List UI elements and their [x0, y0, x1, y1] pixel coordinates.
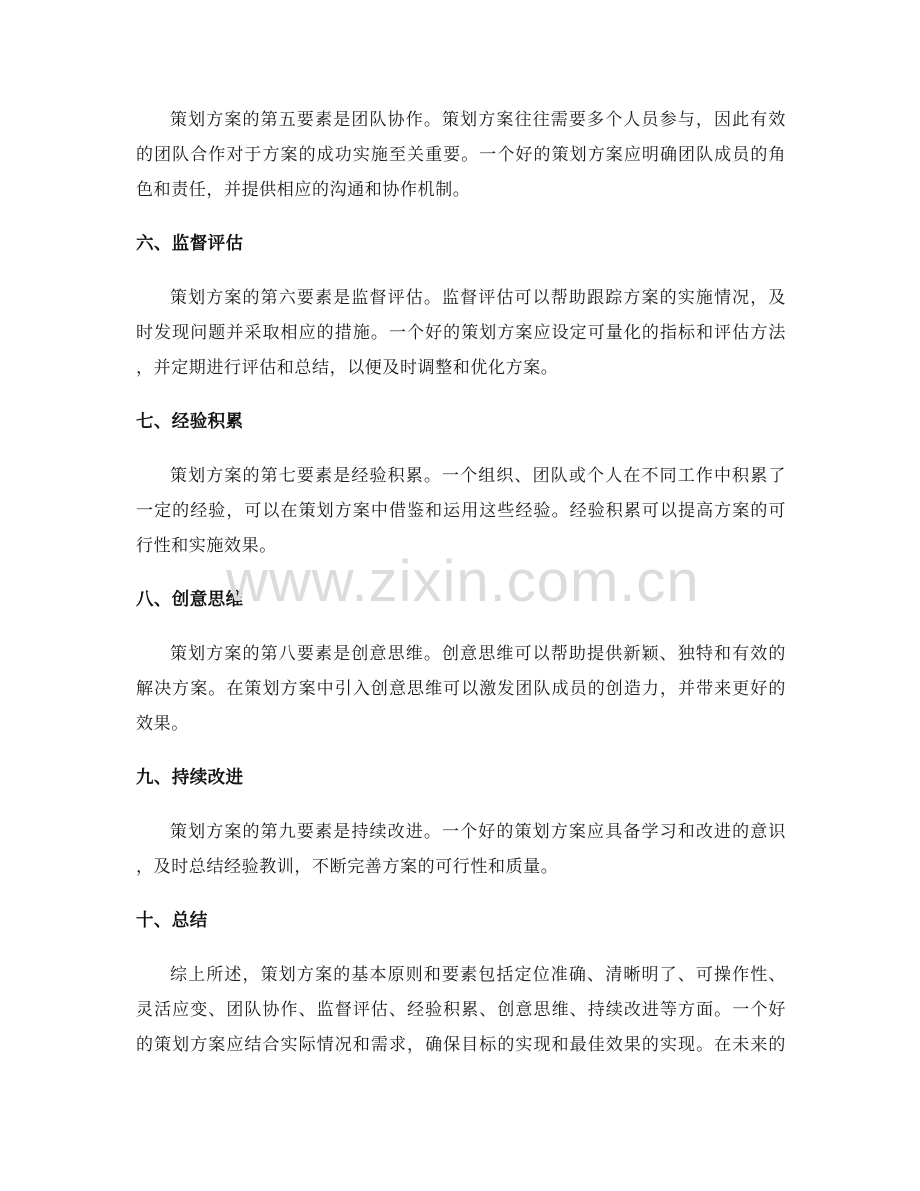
section-heading: 七、经验积累	[136, 412, 244, 432]
paragraph-line: 解决方案。在策划方案中引入创意思维可以激发团队成员的创造力，并带来更好的	[136, 679, 786, 699]
paragraph-line: 效果。	[136, 714, 189, 734]
paragraph-line: 一定的经验，可以在策划方案中借鉴和运用这些经验。经验积累可以提高方案的可	[136, 501, 786, 521]
paragraph-line: 的团队合作对于方案的成功实施至关重要。一个好的策划方案应明确团队成员的角	[136, 145, 786, 165]
paragraph-line: 策划方案的第六要素是监督评估。监督评估可以帮助跟踪方案的实施情况，及	[170, 288, 786, 308]
paragraph-line: 行性和实施效果。	[136, 536, 277, 556]
paragraph-line: 的策划方案应结合实际情况和需求，确保目标的实现和最佳效果的实现。在未来的	[136, 1035, 786, 1055]
paragraph-line: ，并定期进行评估和总结，以便及时调整和优化方案。	[136, 358, 559, 378]
paragraph-line: 策划方案的第五要素是团队协作。策划方案往往需要多个人员参与，因此有效	[170, 110, 786, 130]
paragraph-line: 策划方案的第九要素是持续改进。一个好的策划方案应具备学习和改进的意识	[170, 822, 786, 842]
paragraph-line: ，及时总结经验教训，不断完善方案的可行性和质量。	[136, 857, 559, 877]
paragraph-line: 灵活应变、团队协作、监督评估、经验积累、创意思维、持续改进等方面。一个好	[136, 1000, 786, 1020]
paragraph-line: 色和责任，并提供相应的沟通和协作机制。	[136, 180, 471, 200]
section-heading: 十、总结	[136, 911, 208, 931]
paragraph-line: 综上所述，策划方案的基本原则和要素包括定位准确、清晰明了、可操作性、	[170, 965, 786, 985]
paragraph-line: 时发现问题并采取相应的措施。一个好的策划方案应设定可量化的指标和评估方法	[136, 323, 786, 343]
section-heading: 八、创意思维	[136, 590, 244, 610]
paragraph-line: 策划方案的第八要素是创意思维。创意思维可以帮助提供新颖、独特和有效的	[170, 644, 786, 664]
paragraph-line: 策划方案的第七要素是经验积累。一个组织、团队或个人在不同工作中积累了	[170, 466, 786, 486]
watermark: www.zixin.com.cn	[226, 549, 700, 614]
section-heading: 九、持续改进	[136, 768, 244, 788]
section-heading: 六、监督评估	[136, 234, 244, 254]
